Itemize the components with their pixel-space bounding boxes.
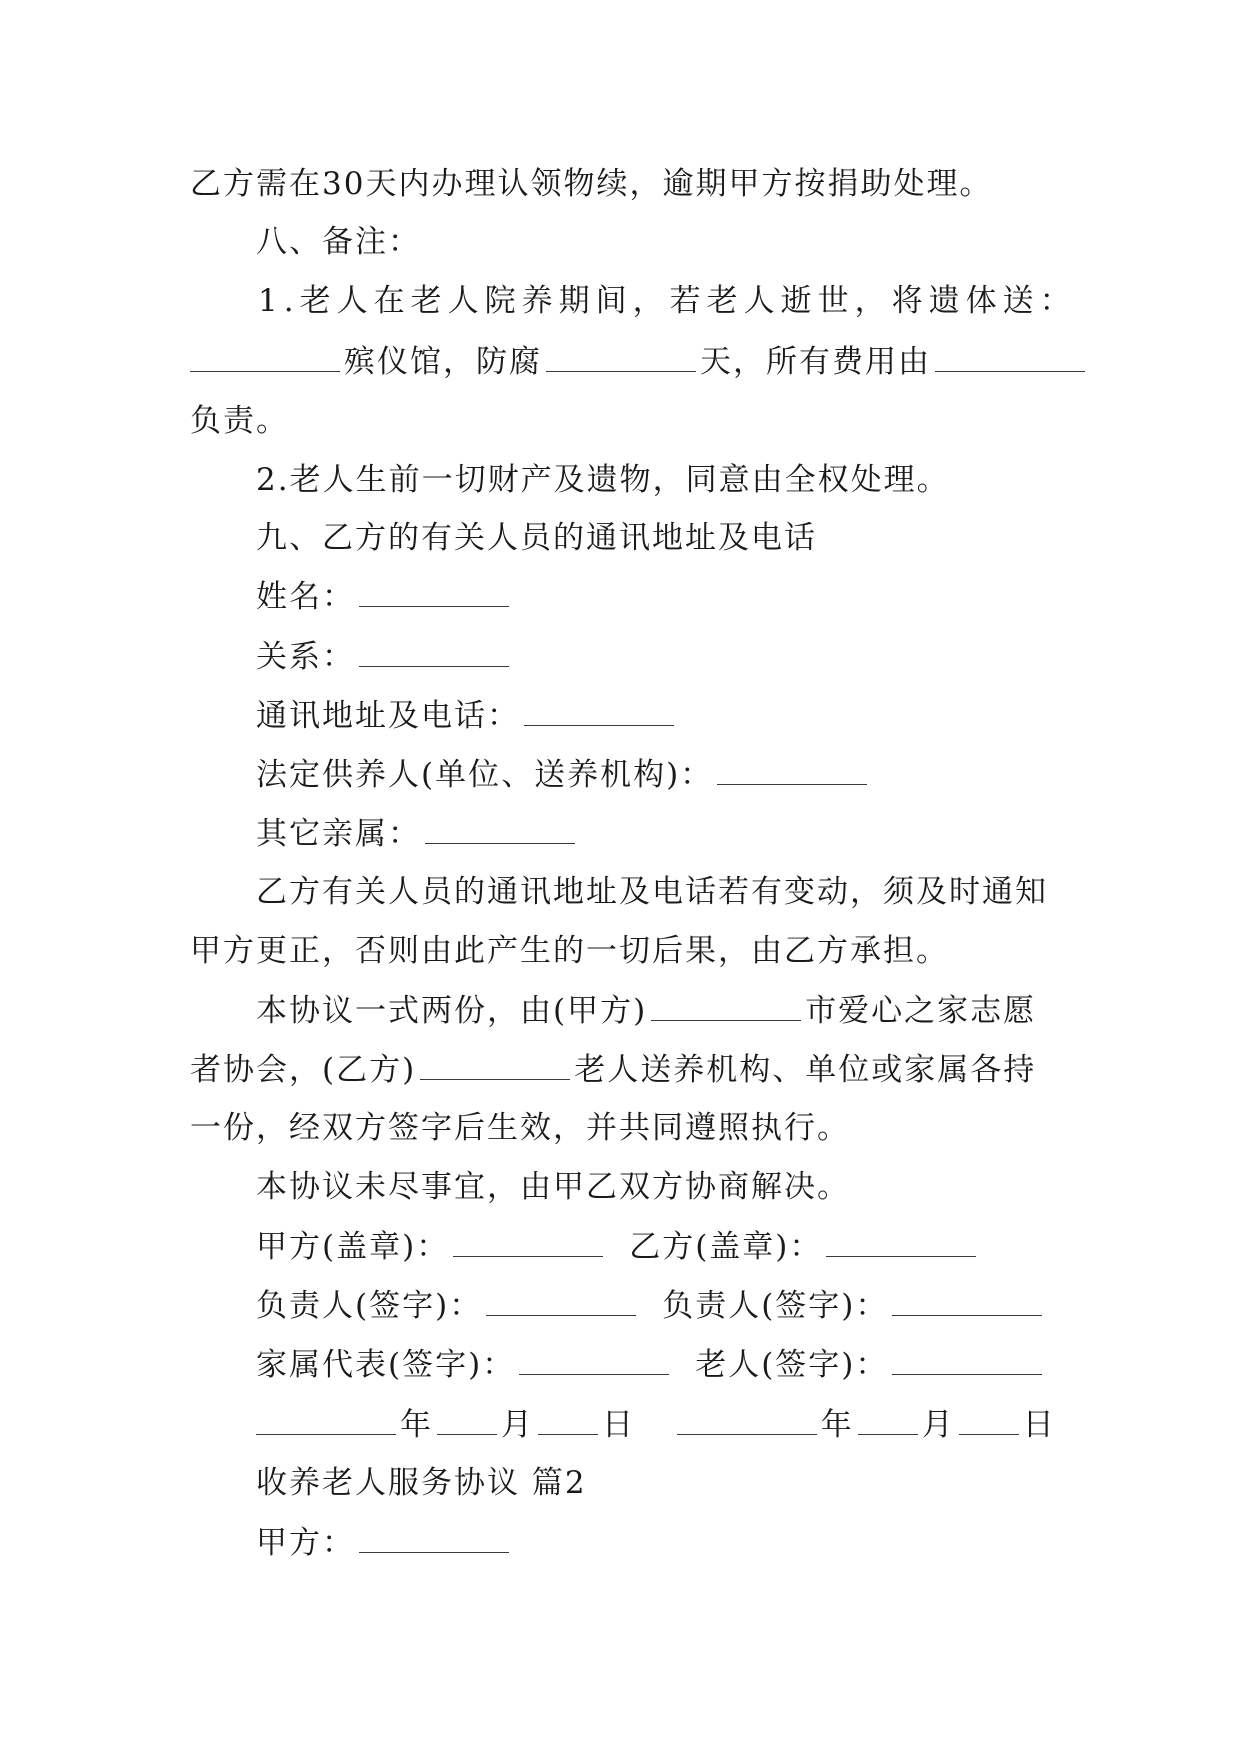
field-label: 姓名：	[256, 579, 355, 615]
blank-line	[256, 1404, 396, 1435]
signature-row	[256, 1285, 1046, 1326]
text: 乙方有关人员的通讯地址及电话若有变动，须及时通知	[256, 874, 1048, 910]
blank-line	[858, 1404, 918, 1435]
date-year-label: 年	[400, 1407, 433, 1443]
date-day-label: 日	[602, 1407, 635, 1443]
form-field	[256, 636, 513, 677]
date-row	[256, 1404, 1056, 1445]
blank-line	[935, 341, 1085, 372]
field-label: 负责人(签字)：	[662, 1288, 889, 1324]
blank-line	[420, 1049, 570, 1080]
field-label: 甲方：	[256, 1525, 355, 1561]
text: 老人送养机构、单位或家属各持	[574, 1052, 1037, 1088]
blank-line	[892, 1285, 1042, 1316]
text: 本协议未尽事宜，由甲乙双方协商解决。	[256, 1169, 850, 1205]
field-label: 负责人(签字)：	[256, 1288, 483, 1324]
paragraph-line	[258, 281, 1077, 321]
paragraph-line	[190, 1049, 1036, 1090]
field-label: 关系：	[256, 639, 355, 675]
field-label: 甲方(盖章)：	[256, 1229, 450, 1265]
section-heading	[256, 222, 421, 262]
field-label: 其它亲属：	[256, 816, 421, 852]
blank-line	[437, 1404, 497, 1435]
text: 天，所有费用由	[700, 344, 931, 380]
date-year-label: 年	[820, 1407, 854, 1443]
paragraph-line	[190, 164, 992, 204]
paragraph-line	[256, 1167, 850, 1207]
blank-line	[519, 1344, 669, 1375]
form-field	[256, 754, 871, 795]
section-heading	[256, 518, 817, 558]
signature-row	[256, 1344, 1046, 1385]
field-label: 法定供养人(单位、送养机构)：	[256, 757, 714, 793]
blank-line	[359, 1522, 509, 1553]
text: 负责。	[190, 403, 289, 439]
blank-line	[538, 1404, 598, 1435]
date-month-label: 月	[921, 1407, 955, 1443]
text: 收养老人服务协议 篇2	[256, 1465, 587, 1501]
paragraph-line	[256, 460, 950, 500]
paragraph-line	[190, 931, 949, 971]
field-label: 老人(签字)：	[695, 1347, 889, 1383]
form-field	[256, 576, 513, 617]
paragraph-line	[256, 872, 1048, 912]
paragraph-line	[190, 341, 1089, 382]
text: 八、备注：	[256, 224, 421, 260]
text: 2.老人生前一切财产及遗物，同意由全权处理。	[256, 462, 950, 498]
paragraph-line	[190, 1108, 850, 1148]
blank-line	[359, 576, 509, 607]
blank-line	[486, 1285, 636, 1316]
field-label: 通讯地址及电话：	[256, 698, 520, 734]
blank-line	[425, 813, 575, 844]
field-label: 家属代表(签字)：	[256, 1347, 516, 1383]
text: 一份，经双方签字后生效，并共同遵照执行。	[190, 1110, 850, 1146]
blank-line	[546, 341, 696, 372]
signature-row	[256, 1226, 980, 1267]
blank-line	[359, 636, 509, 667]
form-field	[256, 1522, 513, 1563]
date-day-label: 日	[1022, 1407, 1056, 1443]
date-month-label: 月	[501, 1407, 534, 1443]
paragraph-line	[256, 990, 1036, 1031]
text: 殡仪馆，防腐	[344, 344, 542, 380]
blank-line	[651, 990, 801, 1021]
blank-line	[190, 341, 340, 372]
blank-line	[892, 1344, 1042, 1375]
text: 乙方需在30天内办理认领物续，逾期甲方按捐助处理。	[190, 166, 993, 202]
text: 九、乙方的有关人员的通讯地址及电话	[256, 520, 817, 556]
paragraph-line	[190, 401, 289, 441]
blank-line	[524, 695, 674, 726]
blank-line	[453, 1226, 603, 1257]
blank-line	[959, 1404, 1019, 1435]
form-field	[256, 695, 678, 736]
text: 本协议一式两份，由(甲方)	[256, 993, 648, 1029]
text: 1.老人在老人院养期间，若老人逝世，将遗体送：	[258, 283, 1077, 319]
section-title	[256, 1463, 587, 1503]
blank-line	[717, 754, 867, 785]
field-label: 乙方(盖章)：	[629, 1229, 823, 1265]
form-field	[256, 813, 579, 854]
text: 者协会，(乙方)	[190, 1052, 417, 1088]
text: 市爱心之家志愿	[805, 993, 1037, 1029]
blank-line	[677, 1404, 817, 1435]
text: 甲方更正，否则由此产生的一切后果，由乙方承担。	[190, 933, 949, 969]
blank-line	[826, 1226, 976, 1257]
